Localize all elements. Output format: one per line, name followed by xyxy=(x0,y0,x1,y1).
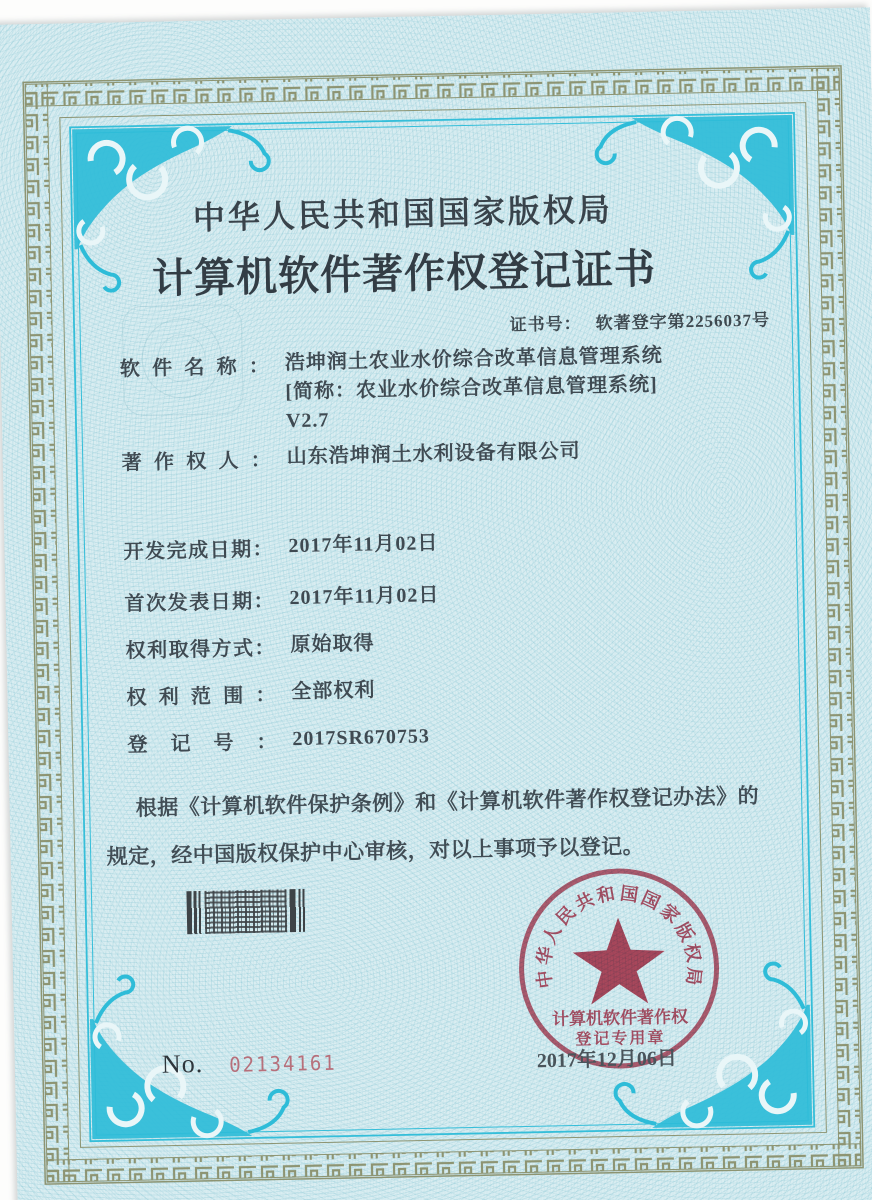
seal-inner-line2: 登记专用章 xyxy=(575,1029,666,1049)
field-rights-scope xyxy=(126,676,376,710)
software-name-version: V2.7 xyxy=(285,409,330,433)
software-name-line1: 浩坤润土农业水价综合改革信息管理系统 xyxy=(284,344,663,375)
seal-arc-char: 版 xyxy=(671,919,698,945)
seal-arc-char: 国 xyxy=(619,883,640,906)
field-value xyxy=(285,342,665,437)
field-label: 权利范围： xyxy=(126,684,277,710)
field-value: 原始取得 xyxy=(290,632,375,657)
serial-prefix: No. xyxy=(161,1048,204,1079)
seal-arc-char: 局 xyxy=(682,966,705,987)
seal-arc-char: 和 xyxy=(595,883,617,907)
field-value: 全部权利 xyxy=(291,679,376,704)
field-rights-acquisition xyxy=(125,629,375,663)
certificate-number-label: 证书号： xyxy=(509,314,582,335)
certificate-number-line xyxy=(509,305,770,335)
serial-number-line xyxy=(162,1046,337,1080)
certificate-number-value: 软著登字第2256037号 xyxy=(595,310,771,333)
seal-arc-char: 中 xyxy=(533,968,556,990)
seal-arc-char: 国 xyxy=(638,887,663,914)
software-name-line2: [简称：农业水价综合改革信息管理系统] xyxy=(285,373,658,404)
seal-arc-char: 家 xyxy=(656,900,684,928)
field-value: 山东浩坤润土水利设备有限公司 xyxy=(286,440,581,469)
field-label: 著作权人： xyxy=(121,449,273,475)
statement-line2: 规定，经中国版权保护中心审核，对以上事项予以登记。 xyxy=(106,834,645,869)
seal-arc-char: 民 xyxy=(552,902,580,930)
field-label: 软件名称： xyxy=(119,355,271,381)
field-value: 2017年11月02日 xyxy=(288,532,439,558)
field-registration-number xyxy=(127,722,430,757)
barcode-start-bars xyxy=(186,891,205,934)
registration-statement xyxy=(105,771,797,881)
seal-arc-char: 权 xyxy=(680,941,705,964)
serial-number: 02134161 xyxy=(228,1051,337,1078)
field-value: 2017SR670753 xyxy=(292,725,431,751)
certificate-title: 计算机软件著作权登记证书 xyxy=(151,245,657,302)
field-label: 权利取得方式： xyxy=(125,637,276,663)
barcode-stop-bars xyxy=(286,889,307,932)
field-label: 开发完成日期： xyxy=(123,538,274,564)
field-software-name xyxy=(120,342,665,440)
field-label: 登记号： xyxy=(127,731,278,757)
seal-arc-char: 人 xyxy=(539,922,566,948)
star-icon xyxy=(572,917,666,1009)
barcode xyxy=(186,889,307,934)
certificate-paper xyxy=(0,7,872,1200)
seal-date: 2017年12月06日 xyxy=(536,1047,678,1073)
seal-arc-char: 华 xyxy=(533,945,557,967)
statement-line1: 根据《计算机软件保护条例》和《计算机软件著作权登记办法》的 xyxy=(135,783,760,821)
seal-inner-line1: 计算机软件著作权 xyxy=(551,1007,689,1029)
authority-name: 中华人民共和国国家版权局 xyxy=(192,191,614,236)
seal-arc-char: 共 xyxy=(572,888,598,915)
barcode-matrix xyxy=(204,889,287,934)
field-value: 2017年11月02日 xyxy=(289,584,440,610)
field-label: 首次发表日期： xyxy=(124,590,275,616)
